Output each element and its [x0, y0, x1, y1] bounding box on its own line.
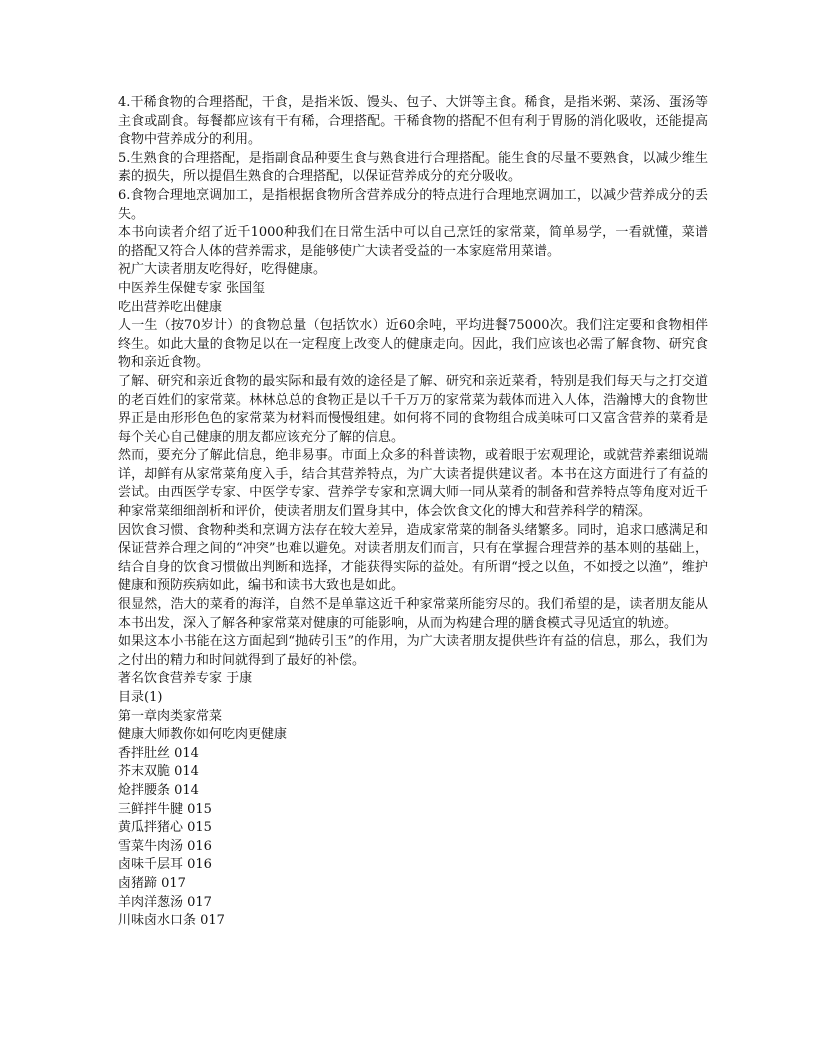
paragraph-cooking-processing: 6.食物合理地烹调加工，是指根据食物所含营养成分的特点进行合理地烹调加工，以减少营养成分的丢失。: [118, 187, 708, 222]
preface-title: 吃出营养吃出健康: [118, 299, 223, 315]
paragraph-blessing: 祝广大读者朋友吃得好，吃得健康。: [118, 262, 327, 278]
toc-entry: 卤味千层耳 016: [118, 857, 212, 873]
signature-zhang: 中医养生保健专家 张国玺: [118, 280, 266, 296]
paragraph-grain-pairing: 4.干稀食物的合理搭配，干食，是指米饭、馒头、包子、大饼等主食。稀食，是指米粥、菜汤、蛋汤等主食或副食。每餐都应该有干有稀，合理搭配。干稀食物的搭配不但有利于胃肠的消化吸收，还能提高食物中营养成分的利用。: [118, 95, 708, 148]
toc-entry: 三鲜拌牛腱 015: [118, 801, 212, 817]
paragraph-raw-cooked-pairing: 5.生熟食的合理搭配，是指副食品种要生食与熟食进行合理搭配。能生食的尽量不要熟食，以减少维生素的损失，所以提倡生熟食的合理搭配，以保证营养成分的充分吸收。: [118, 150, 708, 185]
toc-entry: 川味卤水口条 017: [118, 913, 225, 929]
paragraph-habits: 因饮食习惯、食物种类和烹调方法存在较大差异，造成家常菜的制备头绪繁多。同时，追求口感满足和保证营养合理之间的“冲突”也难以避免。对读者朋友们而言，只有在掌握合理营养的基本则的基础上，结合自身的饮食习惯做出判断和选择，才能获得实际的益处。有所谓“授之以鱼，不如授之以渔”，维护健康和预防疾病如此，编书和读书大致也是如此。: [118, 522, 708, 594]
toc-section-heading: 健康大师教你如何吃肉更健康: [118, 727, 288, 743]
toc-entry: 炝拌腰条 014: [118, 782, 199, 798]
paragraph-ocean-dishes: 很显然，浩大的菜肴的海洋，自然不是单靠这近千种家常菜所能穷尽的。我们希望的是，读者朋友能从本书出发，深入了解各种家常菜对健康的可能影响，从而为构建合理的膳食模式寻见适宜的轨迹。: [118, 597, 708, 631]
paragraph-home-dishes: 了解、研究和亲近食物的最实际和最有效的途径是了解、研究和亲近菜肴，特别是我们每天与之打交道的老百姓们的家常菜。林林总总的食物正是以千千万万的家常菜为载体而进入人体，浩瀚博大的食物世界正是由形形色色的家常菜为材料而慢慢组建。如何将不同的食物组合成美味可口又富含营养的菜肴是每个关心自己健康的朋友都应该充分了解的信息。: [118, 373, 708, 445]
paragraph-conclusion: 如果这本小书能在这方面起到“抛砖引玉”的作用，为广大读者朋友提供些许有益的信息，那么，我们为之付出的精力和时间就得到了最好的补偿。: [118, 634, 708, 668]
toc-chapter-heading: 第一章肉类家常菜: [118, 708, 223, 724]
document-page: [118, 94, 708, 931]
paragraph-food-lifetime: 人一生（按70岁计）的食物总量（包括饮水）近60余吨，平均进餐75000次。我们注定要和食物相伴终生。如此大量的食物足以在一定程度上改变人的健康走向。因此，我们应该也必需了解食物、研究食物和亲近食物。: [118, 318, 708, 371]
toc-title: 目录(1): [118, 690, 163, 705]
toc-entry: 雪菜牛肉汤 016: [118, 838, 212, 854]
paragraph-book-intro: 本书向读者介绍了近千1000种我们在日常生活中可以自己烹饪的家常菜，简单易学，一看就懂，菜谱的搭配又符合人体的营养需求，是能够使广大读者受益的一本家庭常用菜谱。: [118, 225, 708, 259]
paragraph-book-attempt: 然而，要充分了解此信息，绝非易事。市面上众多的科普读物，或着眼于宏观理论，或就营养素细说端详，却鲜有从家常菜角度入手，结合其营养特点，为广大读者提供建议者。本书在这方面进行了有益的尝试。由西医学专家、中医学专家、营养学专家和烹调大师一同从菜肴的制备和营养特点等角度对近千种家常菜细细剖析和评价，使读者朋友们置身其中，体会饮食文化的博大和营养科学的精深。: [118, 448, 708, 520]
toc-entry: 卤猪蹄 017: [118, 875, 186, 891]
signature-yu: 著名饮食营养专家 于康: [118, 671, 253, 687]
toc-entry: 羊肉洋葱汤 017: [118, 894, 212, 910]
toc-entry: 香拌肚丝 014: [118, 745, 199, 761]
toc-entry: 芥末双脆 014: [118, 764, 199, 780]
toc-entry: 黄瓜拌猪心 015: [118, 820, 212, 836]
